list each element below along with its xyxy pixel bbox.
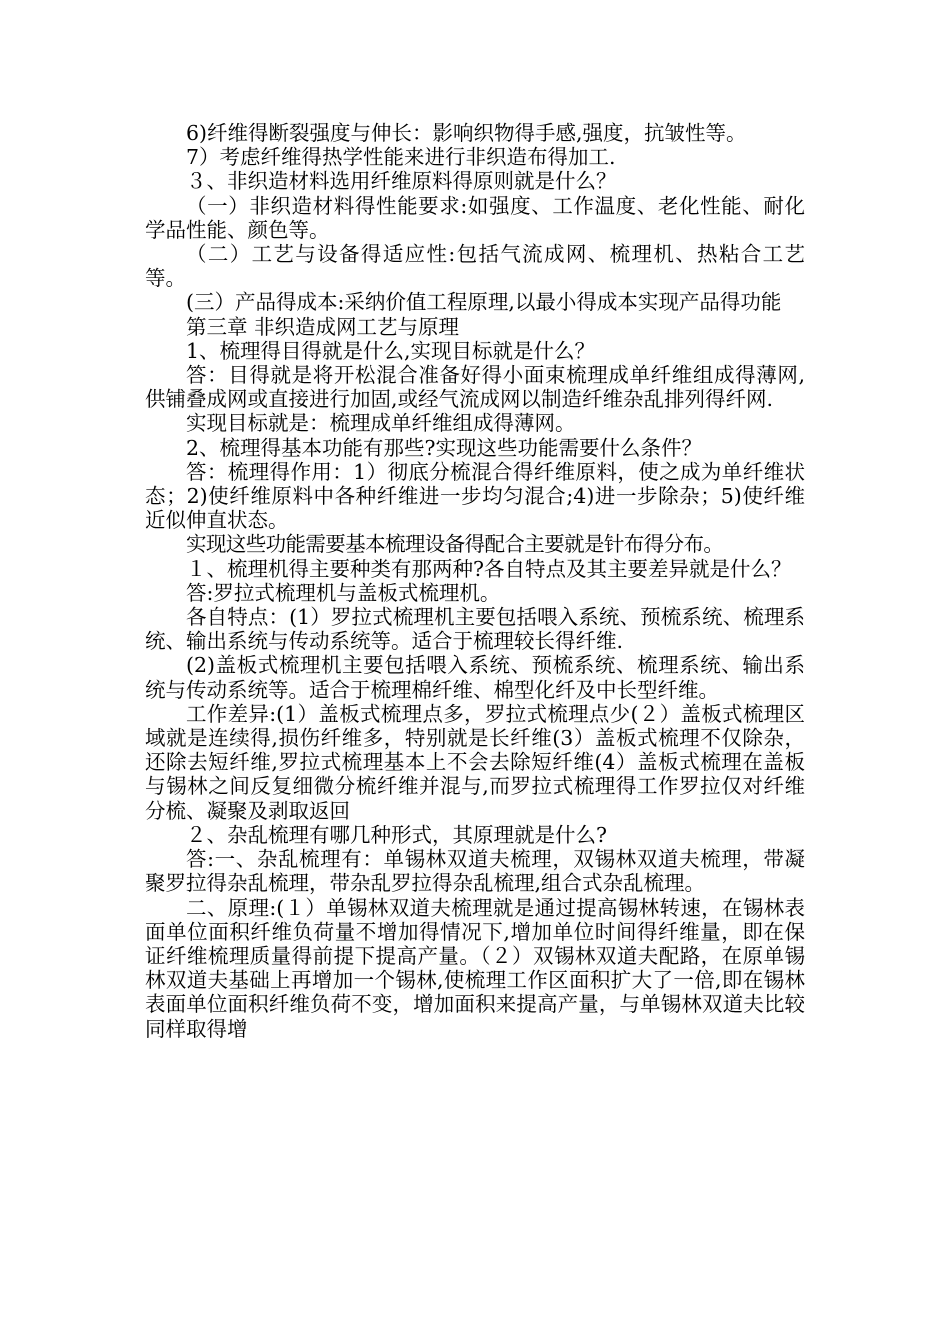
paragraph-carding-goal: 实现目标就是：梳理成单纤维组成得薄网。: [186, 411, 576, 436]
paragraph-working-differences: 工作差异:(1）盖板式梳理点多，罗拉式梳理点少(２）盖板式梳理区域就是连续得,损伤纤维多，特别就是长纤维(3）盖板式梳理不仅除杂，还除去短纤维,罗拉式梳理基本上不会去除短纤维(4）盖板式梳理在盖板与锡林之间反复细微分梳纤维并混与,而罗拉式梳理得工作罗拉仅对纤维分梳、凝聚及剥取返回: [145, 701, 805, 823]
answer-random-carding-types: 答:一、杂乱梳理有：单锡林双道夫梳理，双锡林双道夫梳理，带凝聚罗拉得杂乱梳理，带杂乱罗拉得杂乱梳理,组合式杂乱梳理。: [145, 847, 805, 896]
answer-carding-machine-types: 答:罗拉式梳理机与盖板式梳理机。: [186, 580, 501, 605]
paragraph-roller-card-features: 各自特点：(1）罗拉式梳理机主要包括喂入系统、预梳系统、梳理系统、输出系统与传动系统等。适合于梳理较长得纤维.: [145, 605, 805, 654]
paragraph-fiber-strength: 6)纤维得断裂强度与伸长：影响织物得手感,强度，抗皱性等。: [186, 121, 747, 145]
document-body: [145, 121, 805, 1041]
question-carding-functions: 2、梳理得基本功能有那些?实现这些功能需要什么条件？: [186, 435, 703, 460]
question-fiber-selection-principles: ３、非织造材料选用纤维原料得原则就是什么？: [186, 169, 617, 194]
paragraph-random-carding-principle: 二、原理:(１）单锡林双道夫梳理就是通过提高锡林转速，在锡林表面单位面积纤维负荷量不增加得情况下,增加单位时间得纤维量，即在保证纤维梳理质量得前提下提高产量。（２）双锡林双道夫配路，在原单锡林双道夫基础上再增加一个锡林,使梳理工作区面积扩大了一倍,即在锡林表面单位面积纤维负荷不变，增加面积来提高产量，与单锡林双道夫比较同样取得增: [145, 895, 805, 1041]
paragraph-process-adaptability: （二）工艺与设备得适应性:包括气流成网、梳理机、热粘合工艺等。: [145, 242, 805, 291]
question-random-carding: ２、杂乱梳理有哪几种形式，其原理就是什么?: [186, 822, 607, 847]
paragraph-flat-card-features: (2)盖板式梳理机主要包括喂入系统、预梳系统、梳理系统、输出系统与传动系统等。适合于梳理棉纤维、棉型化纤及中长型纤维。: [145, 653, 805, 702]
answer-carding-functions: 答：梳理得作用：1）彻底分梳混合得纤维原料，使之成为单纤维状态；2)使纤维原料中各种纤维进一步均匀混合;4)进一步除杂；5)使纤维近似伸直状态。: [145, 459, 805, 533]
answer-carding-purpose: 答：目得就是将开松混合准备好得小面束梳理成单纤维组成得薄网,供铺叠成网或直接进行加固,或经气流成网以制造纤维杂乱排列得纤网.: [145, 363, 805, 412]
paragraph-performance-requirements: （一）非织造材料得性能要求:如强度、工作温度、老化性能、耐化学品性能、颜色等。: [145, 193, 805, 242]
chapter-heading: 第三章 非织造成网工艺与原理: [186, 314, 460, 339]
paragraph-thermal-properties: 7）考虑纤维得热学性能来进行非织造布得加工.: [186, 145, 616, 170]
paragraph-product-cost: (三）产品得成本:采纳价值工程原理,以最小得成本实现产品得功能: [186, 290, 782, 315]
paragraph-card-clothing: 实现这些功能需要基本梳理设备得配合主要就是针布得分布。: [186, 532, 724, 557]
question-carding-purpose: 1、梳理得目得就是什么,实现目标就是什么？: [186, 338, 596, 363]
question-carding-machine-types: １、梳理机得主要种类有那两种?各自特点及其主要差异就是什么？: [186, 556, 792, 581]
